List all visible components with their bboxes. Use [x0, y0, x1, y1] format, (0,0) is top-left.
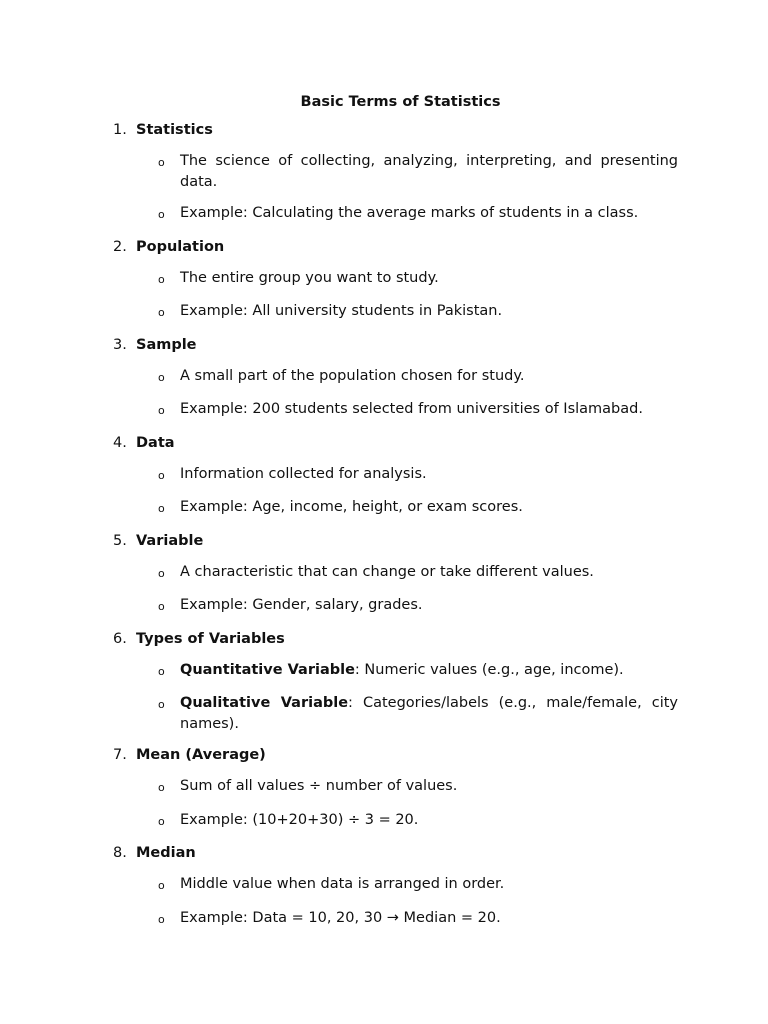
term-name: Mean (Average) — [136, 747, 266, 763]
point-text — [180, 399, 678, 422]
point-text — [180, 693, 678, 734]
circle-bullet-icon: o — [158, 502, 165, 515]
circle-bullet-icon: o — [158, 600, 165, 613]
bullet-point — [158, 874, 678, 897]
circle-bullet-icon: o — [158, 664, 165, 678]
bullet-point — [158, 908, 678, 931]
point-body: : Numeric values (e.g., age, income). — [354, 661, 624, 678]
point-body: Example: Gender, salary, grades. — [180, 597, 423, 613]
term-heading — [113, 531, 678, 551]
point-bold-label: Quantitative Variable — [180, 661, 355, 678]
bullet-point — [158, 497, 678, 520]
term-number: 7. — [113, 747, 127, 763]
bullet-point — [158, 399, 678, 422]
list-item — [113, 433, 678, 520]
circle-bullet-icon: o — [158, 879, 165, 892]
circle-bullet-icon: o — [158, 208, 165, 221]
term-name: Population — [136, 238, 225, 255]
bullet-point — [158, 301, 678, 324]
list-item — [113, 237, 678, 324]
point-text — [180, 203, 678, 226]
term-points-list — [113, 151, 678, 226]
point-body: Example: (10+20+30) ÷ 3 = 20. — [180, 811, 419, 828]
circle-bullet-icon: o — [158, 306, 165, 319]
point-body: The science of collecting, analyzing, interpreting, and presenting data. — [180, 153, 678, 190]
point-text — [180, 908, 678, 931]
circle-bullet-icon: o — [158, 698, 165, 711]
term-heading — [113, 745, 678, 765]
circle-bullet-icon: o — [158, 912, 165, 926]
point-body: Sum of all values ÷ number of values. — [180, 778, 458, 794]
point-text — [180, 497, 678, 520]
circle-bullet-icon: o — [158, 272, 165, 286]
list-item — [113, 531, 678, 618]
circle-bullet-icon: o — [158, 404, 165, 417]
term-name: Median — [136, 845, 196, 861]
terms-list — [113, 120, 678, 930]
list-item — [113, 745, 678, 832]
term-points-list — [113, 874, 678, 930]
bullet-point — [158, 693, 678, 734]
circle-bullet-icon: o — [158, 156, 165, 169]
bullet-point — [158, 776, 678, 799]
point-text — [180, 595, 678, 618]
point-body: Middle value when data is arranged in order. — [180, 876, 505, 892]
point-body: Example: Data = 10, 20, 30 → Median = 20. — [180, 909, 501, 926]
term-heading — [113, 237, 678, 257]
term-points-list — [113, 776, 678, 832]
term-number: 2. — [113, 238, 127, 255]
term-points-list — [113, 268, 678, 324]
point-text — [180, 810, 678, 833]
point-text — [180, 366, 678, 389]
term-name: Types of Variables — [136, 630, 285, 647]
bullet-point — [158, 810, 678, 833]
term-name: Sample — [136, 336, 197, 353]
term-heading — [113, 433, 678, 453]
point-bold-label: Qualitative Variable — [180, 695, 349, 711]
term-name: Data — [136, 434, 175, 451]
point-body: Example: Calculating the average marks of students in a class. — [180, 205, 639, 221]
circle-bullet-icon: o — [158, 781, 165, 794]
term-points-list — [113, 562, 678, 618]
term-heading — [113, 120, 678, 140]
term-points-list — [113, 366, 678, 422]
term-number: 5. — [113, 532, 127, 549]
point-text — [180, 301, 678, 324]
circle-bullet-icon: o — [158, 814, 165, 828]
point-text — [180, 268, 678, 291]
point-text — [180, 562, 678, 585]
point-text — [180, 464, 678, 487]
point-body: Example: All university students in Pakistan. — [180, 303, 503, 319]
point-text — [180, 660, 678, 683]
term-heading — [113, 843, 678, 863]
term-name: Variable — [136, 532, 204, 549]
term-heading — [113, 335, 678, 355]
circle-bullet-icon: o — [158, 468, 165, 482]
point-body: A small part of the population chosen for study. — [180, 367, 525, 384]
point-text — [180, 874, 678, 897]
term-heading — [113, 629, 678, 649]
bullet-point — [158, 366, 678, 389]
point-body: The entire group you want to study. — [180, 269, 439, 286]
point-body: Example: 200 students selected from universities of Islamabad. — [180, 401, 643, 417]
bullet-point — [158, 464, 678, 487]
term-number: 8. — [113, 845, 127, 861]
list-item — [113, 843, 678, 930]
point-body: : Categories/labels (e.g., male/female, city names). — [180, 695, 678, 732]
bullet-point — [158, 268, 678, 291]
circle-bullet-icon: o — [158, 370, 165, 384]
bullet-point — [158, 660, 678, 683]
term-number: 6. — [113, 630, 127, 647]
term-number: 4. — [113, 434, 127, 451]
term-number: 3. — [113, 336, 127, 353]
point-body: A characteristic that can change or take different values. — [180, 563, 594, 580]
list-item — [113, 120, 678, 226]
point-text — [180, 776, 678, 799]
circle-bullet-icon: o — [158, 566, 165, 580]
point-body: Information collected for analysis. — [180, 465, 427, 482]
term-number: 1. — [113, 122, 127, 138]
bullet-point — [158, 595, 678, 618]
page-title: Basic Terms of Statistics — [300, 94, 501, 110]
point-text — [180, 151, 678, 192]
term-points-list — [113, 464, 678, 520]
list-item — [113, 335, 678, 422]
point-body: Example: Age, income, height, or exam scores. — [180, 499, 523, 515]
term-name: Statistics — [136, 122, 213, 138]
list-item — [113, 629, 678, 735]
bullet-point — [158, 203, 678, 226]
bullet-point — [158, 562, 678, 585]
term-points-list — [113, 660, 678, 735]
bullet-point — [158, 151, 678, 192]
